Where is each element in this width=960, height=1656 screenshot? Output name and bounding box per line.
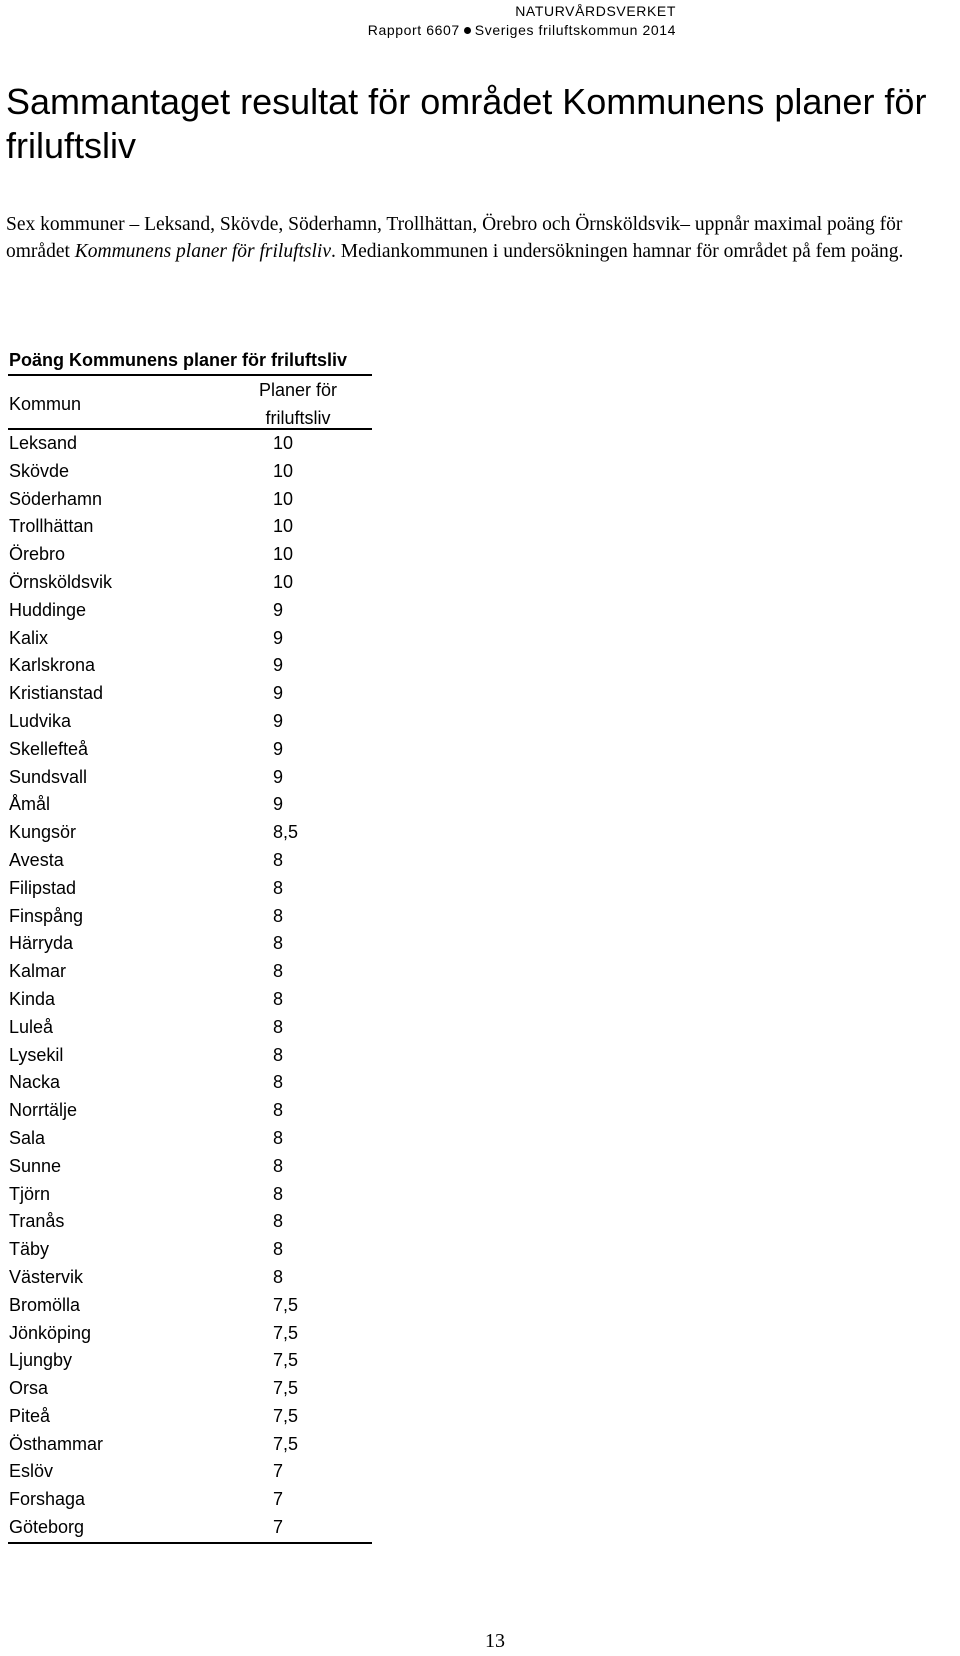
municipality-name: Norrtälje xyxy=(9,1100,78,1121)
municipality-name: Kinda xyxy=(9,988,56,1009)
score-value: 8 xyxy=(273,1072,284,1093)
column-header-kommun: Kommun xyxy=(9,394,82,414)
score-value: 8 xyxy=(273,961,284,982)
municipality-name: Bromölla xyxy=(9,1294,81,1315)
table-row xyxy=(8,597,372,625)
score-value: 10 xyxy=(273,460,294,481)
table-row xyxy=(8,625,372,653)
score-value: 8 xyxy=(273,877,284,898)
municipality-name: Ljungby xyxy=(9,1350,73,1371)
score-value: 8 xyxy=(273,1100,284,1121)
table-row xyxy=(8,1208,372,1236)
municipality-name: Huddinge xyxy=(9,599,87,620)
table-row xyxy=(8,652,372,680)
score-value: 7,5 xyxy=(273,1294,299,1315)
table-row xyxy=(8,1014,372,1042)
municipality-name: Sundsvall xyxy=(9,766,88,787)
score-value: 7,5 xyxy=(273,1378,299,1399)
column-header-planer: Planer för friluftsliv xyxy=(258,380,338,428)
municipality-name: Täby xyxy=(9,1239,50,1260)
intro-paragraph xyxy=(6,211,951,265)
header-report-line xyxy=(276,21,676,40)
score-value: 9 xyxy=(273,794,284,815)
municipality-name: Söderhamn xyxy=(9,488,103,509)
municipality-name: Sunne xyxy=(9,1155,62,1176)
municipality-name: Örnsköldsvik xyxy=(9,571,113,592)
score-value: 10 xyxy=(273,516,294,537)
table-row xyxy=(8,708,372,736)
table-row xyxy=(8,847,372,875)
table-row xyxy=(8,1347,372,1375)
table-row xyxy=(8,736,372,764)
municipality-name: Trollhättan xyxy=(9,516,94,537)
municipality-name: Östhammar xyxy=(9,1433,104,1454)
intro-italic: Kommunens planer för friluftsliv xyxy=(74,241,331,262)
score-value: 8 xyxy=(273,1127,284,1148)
page-number: 13 xyxy=(485,1630,505,1652)
municipality-name: Avesta xyxy=(9,849,64,870)
table-row xyxy=(8,513,372,541)
table-row xyxy=(8,1264,372,1292)
header-report-number: Rapport 6607 xyxy=(367,22,460,38)
table-row xyxy=(8,1097,372,1125)
municipality-name: Eslöv xyxy=(9,1461,54,1482)
municipality-name: Kalmar xyxy=(9,961,67,982)
table-row xyxy=(8,1125,372,1153)
table-row xyxy=(8,1375,372,1403)
table-row xyxy=(8,1431,372,1459)
municipality-name: Finspång xyxy=(9,905,84,926)
table-row xyxy=(8,458,372,486)
table-row xyxy=(8,430,372,458)
score-value: 7 xyxy=(273,1461,284,1482)
municipality-name: Ludvika xyxy=(9,710,72,731)
table-row xyxy=(8,1514,372,1542)
municipality-name: Sala xyxy=(9,1127,46,1148)
table-row xyxy=(8,1320,372,1348)
municipality-name: Skövde xyxy=(9,460,70,481)
score-value: 7 xyxy=(273,1489,284,1510)
score-value: 7,5 xyxy=(273,1405,299,1426)
table-row xyxy=(8,1458,372,1486)
score-value: 9 xyxy=(273,710,284,731)
municipality-name: Karlskrona xyxy=(9,655,96,676)
table-row xyxy=(8,1236,372,1264)
municipality-name: Forshaga xyxy=(9,1489,86,1510)
table-row xyxy=(8,569,372,597)
score-value: 8 xyxy=(273,1239,284,1260)
table-row xyxy=(8,875,372,903)
municipality-name: Kristianstad xyxy=(9,683,104,704)
municipality-name: Kungsör xyxy=(9,822,77,843)
score-value: 8 xyxy=(273,1211,284,1232)
municipality-name: Göteborg xyxy=(9,1517,85,1538)
score-value: 10 xyxy=(273,571,294,592)
table-row xyxy=(8,1069,372,1097)
score-value: 8 xyxy=(273,988,284,1009)
score-value: 9 xyxy=(273,627,284,648)
table-row xyxy=(8,1292,372,1320)
page-title: Sammantaget resultat för området Kommunens planer för friluftsliv xyxy=(6,81,927,166)
score-value: 9 xyxy=(273,683,284,704)
municipality-name: Örebro xyxy=(9,544,66,565)
table-row xyxy=(8,819,372,847)
municipality-name: Västervik xyxy=(9,1266,84,1287)
table-row xyxy=(8,958,372,986)
header-org: NATURVÅRDSVERKET xyxy=(515,3,676,19)
score-value: 9 xyxy=(273,738,284,759)
table-row xyxy=(8,1181,372,1209)
bullet-icon xyxy=(464,27,471,34)
score-value: 8 xyxy=(273,905,284,926)
municipality-name: Tjörn xyxy=(9,1183,51,1204)
score-value: 7,5 xyxy=(273,1433,299,1454)
municipality-name: Åmål xyxy=(9,794,51,815)
score-table xyxy=(8,346,372,1544)
table-header xyxy=(8,376,372,430)
table-row xyxy=(8,930,372,958)
score-value: 8 xyxy=(273,933,284,954)
table-row xyxy=(8,791,372,819)
table-row xyxy=(8,903,372,931)
running-header xyxy=(276,2,676,40)
score-value: 9 xyxy=(273,599,284,620)
table-row xyxy=(8,1042,372,1070)
intro-text-1: Sex kommuner – Leksand, Skövde, Söderhamn, Trollhättan, Örebro och Örnsköldsvik– uppnår maximal poäng för området xyxy=(6,214,903,262)
score-value: 8,5 xyxy=(273,822,299,843)
municipality-name: Härryda xyxy=(9,933,74,954)
municipality-name: Nacka xyxy=(9,1072,61,1093)
score-value: 10 xyxy=(273,544,294,565)
municipality-name: Lysekil xyxy=(9,1044,64,1065)
table-row xyxy=(8,986,372,1014)
score-value: 10 xyxy=(273,433,294,453)
score-value: 8 xyxy=(273,1016,284,1037)
municipality-name: Leksand xyxy=(9,433,78,453)
score-value: 8 xyxy=(273,849,284,870)
table-row xyxy=(8,1403,372,1431)
table-title: Poäng Kommunens planer för friluftsliv xyxy=(8,346,372,376)
score-value: 10 xyxy=(273,488,294,509)
municipality-name: Kalix xyxy=(9,627,49,648)
municipality-name: Luleå xyxy=(9,1016,54,1037)
header-report-title: Sveriges friluftskommun 2014 xyxy=(474,22,676,38)
municipality-name: Piteå xyxy=(9,1405,51,1426)
score-value: 9 xyxy=(273,766,284,787)
score-value: 8 xyxy=(273,1183,284,1204)
table-row xyxy=(8,541,372,569)
municipality-name: Tranås xyxy=(9,1211,65,1232)
intro-text-2: . Mediankommunen i undersökningen hamnar för området på fem poäng. xyxy=(330,241,904,262)
table-row xyxy=(8,486,372,514)
score-value: 8 xyxy=(273,1155,284,1176)
municipality-name: Jönköping xyxy=(9,1322,92,1343)
score-value: 8 xyxy=(273,1266,284,1287)
table-row xyxy=(8,1153,372,1181)
score-value: 7,5 xyxy=(273,1350,299,1371)
municipality-name: Filipstad xyxy=(9,877,77,898)
table-row xyxy=(8,764,372,792)
score-value: 9 xyxy=(273,655,284,676)
score-value: 8 xyxy=(273,1044,284,1065)
table-row xyxy=(8,680,372,708)
municipality-name: Orsa xyxy=(9,1378,49,1399)
score-value: 7 xyxy=(273,1517,284,1538)
table-row xyxy=(8,1486,372,1514)
table-body xyxy=(8,430,372,1544)
score-value: 7,5 xyxy=(273,1322,299,1343)
municipality-name: Skellefteå xyxy=(9,738,89,759)
